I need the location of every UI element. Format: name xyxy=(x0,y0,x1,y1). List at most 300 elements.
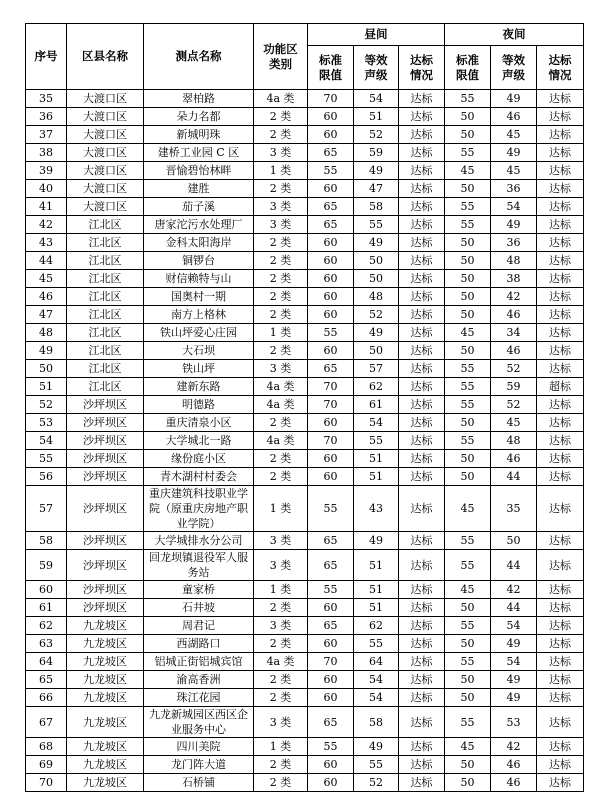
cell-night-status: 达标 xyxy=(537,707,584,738)
cell-day-status: 达标 xyxy=(399,617,445,635)
cell-day-status: 达标 xyxy=(399,288,445,306)
cell-zone: 2 类 xyxy=(254,671,308,689)
table-row xyxy=(26,198,584,216)
cell-site: 渝高香洲 xyxy=(144,671,254,689)
cell-night-level: 52 xyxy=(491,360,537,378)
cell-zone: 2 类 xyxy=(254,599,308,617)
cell-district: 大渡口区 xyxy=(67,180,144,198)
cell-no: 49 xyxy=(26,342,67,360)
cell-night-status: 达标 xyxy=(537,288,584,306)
cell-no: 55 xyxy=(26,450,67,468)
cell-night-level: 44 xyxy=(491,550,537,581)
cell-night-limit: 50 xyxy=(445,756,491,774)
cell-day-limit: 70 xyxy=(308,378,354,396)
cell-night-status: 达标 xyxy=(537,270,584,288)
cell-night-level: 46 xyxy=(491,756,537,774)
cell-night-limit: 55 xyxy=(445,396,491,414)
cell-day-level: 58 xyxy=(354,707,399,738)
cell-day-status: 达标 xyxy=(399,108,445,126)
cell-district: 江北区 xyxy=(67,306,144,324)
cell-day-status: 达标 xyxy=(399,756,445,774)
cell-zone: 4a 类 xyxy=(254,432,308,450)
cell-day-level: 55 xyxy=(354,756,399,774)
cell-day-limit: 60 xyxy=(308,414,354,432)
cell-night-status: 达标 xyxy=(537,216,584,234)
cell-night-level: 54 xyxy=(491,617,537,635)
cell-night-limit: 50 xyxy=(445,671,491,689)
cell-district: 江北区 xyxy=(67,234,144,252)
cell-night-status: 达标 xyxy=(537,689,584,707)
cell-no: 42 xyxy=(26,216,67,234)
cell-day-limit: 60 xyxy=(308,689,354,707)
cell-day-limit: 55 xyxy=(308,486,354,532)
cell-night-limit: 50 xyxy=(445,468,491,486)
cell-day-status: 达标 xyxy=(399,738,445,756)
cell-day-status: 达标 xyxy=(399,550,445,581)
cell-zone: 4a 类 xyxy=(254,90,308,108)
table-row xyxy=(26,532,584,550)
table-row xyxy=(26,432,584,450)
table-row xyxy=(26,414,584,432)
cell-day-status: 达标 xyxy=(399,126,445,144)
cell-district: 沙坪坝区 xyxy=(67,486,144,532)
cell-night-limit: 45 xyxy=(445,738,491,756)
cell-night-level: 49 xyxy=(491,216,537,234)
cell-night-limit: 55 xyxy=(445,90,491,108)
cell-site: 大学城北一路 xyxy=(144,432,254,450)
cell-site: 缘份庭小区 xyxy=(144,450,254,468)
table-row xyxy=(26,108,584,126)
cell-night-status: 达标 xyxy=(537,653,584,671)
cell-night-level: 49 xyxy=(491,671,537,689)
cell-night-status: 达标 xyxy=(537,180,584,198)
cell-day-level: 54 xyxy=(354,671,399,689)
cell-zone: 3 类 xyxy=(254,707,308,738)
cell-zone: 3 类 xyxy=(254,550,308,581)
cell-zone: 2 类 xyxy=(254,342,308,360)
table-body xyxy=(26,90,584,792)
cell-day-status: 达标 xyxy=(399,396,445,414)
cell-zone: 4a 类 xyxy=(254,653,308,671)
cell-day-status: 达标 xyxy=(399,432,445,450)
cell-night-level: 46 xyxy=(491,342,537,360)
cell-night-limit: 55 xyxy=(445,216,491,234)
cell-day-limit: 60 xyxy=(308,288,354,306)
cell-site: 铁山坪爱心庄园 xyxy=(144,324,254,342)
cell-no: 70 xyxy=(26,774,67,792)
cell-night-status: 达标 xyxy=(537,532,584,550)
cell-night-status: 达标 xyxy=(537,324,584,342)
cell-day-limit: 65 xyxy=(308,216,354,234)
table-row xyxy=(26,378,584,396)
cell-night-level: 53 xyxy=(491,707,537,738)
cell-night-limit: 50 xyxy=(445,126,491,144)
cell-day-limit: 65 xyxy=(308,707,354,738)
cell-night-limit: 50 xyxy=(445,450,491,468)
cell-night-status: 达标 xyxy=(537,617,584,635)
cell-day-limit: 60 xyxy=(308,306,354,324)
cell-night-status: 达标 xyxy=(537,756,584,774)
cell-night-limit: 55 xyxy=(445,532,491,550)
cell-night-level: 42 xyxy=(491,288,537,306)
cell-day-level: 50 xyxy=(354,342,399,360)
cell-day-status: 达标 xyxy=(399,671,445,689)
cell-night-status: 达标 xyxy=(537,738,584,756)
cell-site: 回龙坝镇退役军人服务站 xyxy=(144,550,254,581)
cell-zone: 2 类 xyxy=(254,774,308,792)
cell-day-limit: 55 xyxy=(308,581,354,599)
header-day-level: 等效声级 xyxy=(354,46,399,90)
cell-site: 新城明珠 xyxy=(144,126,254,144)
cell-day-status: 达标 xyxy=(399,599,445,617)
table-row xyxy=(26,180,584,198)
cell-site: 南方上格林 xyxy=(144,306,254,324)
table-row xyxy=(26,756,584,774)
cell-district: 九龙坡区 xyxy=(67,774,144,792)
cell-district: 九龙坡区 xyxy=(67,671,144,689)
cell-zone: 2 类 xyxy=(254,234,308,252)
cell-district: 九龙坡区 xyxy=(67,635,144,653)
cell-district: 沙坪坝区 xyxy=(67,599,144,617)
cell-site: 翠柏路 xyxy=(144,90,254,108)
table-row xyxy=(26,396,584,414)
cell-day-limit: 65 xyxy=(308,198,354,216)
cell-night-limit: 45 xyxy=(445,581,491,599)
cell-site: 明德路 xyxy=(144,396,254,414)
cell-day-status: 达标 xyxy=(399,360,445,378)
cell-day-limit: 60 xyxy=(308,270,354,288)
table-header xyxy=(26,24,584,90)
cell-night-status: 达标 xyxy=(537,252,584,270)
cell-day-level: 49 xyxy=(354,738,399,756)
cell-night-limit: 50 xyxy=(445,234,491,252)
cell-day-limit: 55 xyxy=(308,162,354,180)
cell-night-limit: 50 xyxy=(445,599,491,617)
cell-night-status: 达标 xyxy=(537,234,584,252)
cell-day-level: 52 xyxy=(354,774,399,792)
cell-night-level: 42 xyxy=(491,738,537,756)
table-row xyxy=(26,90,584,108)
cell-day-limit: 55 xyxy=(308,324,354,342)
header-day-limit: 标准限值 xyxy=(308,46,354,90)
cell-district: 沙坪坝区 xyxy=(67,532,144,550)
cell-no: 40 xyxy=(26,180,67,198)
cell-day-limit: 60 xyxy=(308,252,354,270)
cell-day-level: 57 xyxy=(354,360,399,378)
cell-district: 大渡口区 xyxy=(67,90,144,108)
cell-day-level: 49 xyxy=(354,162,399,180)
cell-district: 沙坪坝区 xyxy=(67,432,144,450)
cell-day-status: 达标 xyxy=(399,144,445,162)
cell-zone: 2 类 xyxy=(254,414,308,432)
table-row xyxy=(26,144,584,162)
header-zone: 功能区类别 xyxy=(254,24,308,90)
cell-night-limit: 55 xyxy=(445,198,491,216)
cell-zone: 3 类 xyxy=(254,360,308,378)
cell-district: 大渡口区 xyxy=(67,144,144,162)
cell-day-level: 47 xyxy=(354,180,399,198)
cell-day-limit: 65 xyxy=(308,360,354,378)
cell-night-limit: 50 xyxy=(445,108,491,126)
cell-night-status: 达标 xyxy=(537,774,584,792)
cell-night-limit: 50 xyxy=(445,774,491,792)
cell-day-status: 达标 xyxy=(399,486,445,532)
cell-night-status: 达标 xyxy=(537,360,584,378)
cell-site: 茄子溪 xyxy=(144,198,254,216)
cell-district: 沙坪坝区 xyxy=(67,468,144,486)
cell-night-status: 达标 xyxy=(537,550,584,581)
cell-night-level: 48 xyxy=(491,252,537,270)
cell-zone: 2 类 xyxy=(254,252,308,270)
cell-day-level: 51 xyxy=(354,468,399,486)
cell-zone: 1 类 xyxy=(254,738,308,756)
cell-night-level: 48 xyxy=(491,432,537,450)
cell-night-limit: 55 xyxy=(445,617,491,635)
cell-zone: 3 类 xyxy=(254,144,308,162)
cell-district: 大渡口区 xyxy=(67,162,144,180)
header-day-status: 达标情况 xyxy=(399,46,445,90)
cell-day-limit: 65 xyxy=(308,550,354,581)
cell-day-level: 58 xyxy=(354,198,399,216)
cell-night-limit: 50 xyxy=(445,635,491,653)
cell-day-limit: 70 xyxy=(308,432,354,450)
cell-day-level: 61 xyxy=(354,396,399,414)
table-row xyxy=(26,581,584,599)
cell-district: 沙坪坝区 xyxy=(67,396,144,414)
table-row xyxy=(26,738,584,756)
cell-no: 67 xyxy=(26,707,67,738)
cell-day-status: 达标 xyxy=(399,342,445,360)
cell-night-limit: 55 xyxy=(445,707,491,738)
cell-day-limit: 60 xyxy=(308,450,354,468)
cell-zone: 2 类 xyxy=(254,756,308,774)
table-row xyxy=(26,306,584,324)
cell-night-status: 达标 xyxy=(537,342,584,360)
cell-day-level: 54 xyxy=(354,414,399,432)
header-night-level: 等效声级 xyxy=(491,46,537,90)
cell-day-level: 48 xyxy=(354,288,399,306)
cell-day-limit: 70 xyxy=(308,653,354,671)
cell-night-status: 达标 xyxy=(537,486,584,532)
cell-site: 重庆建筑科技职业学院（原重庆房地产职业学院） xyxy=(144,486,254,532)
cell-site: 国奥村一期 xyxy=(144,288,254,306)
cell-day-limit: 60 xyxy=(308,756,354,774)
cell-day-limit: 60 xyxy=(308,234,354,252)
cell-night-limit: 55 xyxy=(445,432,491,450)
cell-day-limit: 65 xyxy=(308,532,354,550)
cell-district: 九龙坡区 xyxy=(67,653,144,671)
noise-monitoring-table xyxy=(25,23,584,792)
cell-site: 建胜 xyxy=(144,180,254,198)
cell-night-limit: 55 xyxy=(445,653,491,671)
cell-zone: 2 类 xyxy=(254,306,308,324)
cell-day-limit: 65 xyxy=(308,144,354,162)
cell-day-status: 达标 xyxy=(399,90,445,108)
cell-night-level: 49 xyxy=(491,144,537,162)
cell-night-level: 54 xyxy=(491,653,537,671)
cell-day-level: 55 xyxy=(354,432,399,450)
table-row xyxy=(26,288,584,306)
cell-district: 江北区 xyxy=(67,288,144,306)
cell-no: 63 xyxy=(26,635,67,653)
cell-no: 59 xyxy=(26,550,67,581)
cell-no: 35 xyxy=(26,90,67,108)
cell-night-limit: 50 xyxy=(445,689,491,707)
cell-district: 九龙坡区 xyxy=(67,617,144,635)
cell-night-level: 46 xyxy=(491,306,537,324)
cell-day-level: 51 xyxy=(354,550,399,581)
cell-day-level: 43 xyxy=(354,486,399,532)
cell-night-status: 达标 xyxy=(537,581,584,599)
cell-site: 建新东路 xyxy=(144,378,254,396)
cell-night-level: 49 xyxy=(491,689,537,707)
cell-day-level: 55 xyxy=(354,635,399,653)
cell-no: 56 xyxy=(26,468,67,486)
cell-night-level: 46 xyxy=(491,108,537,126)
cell-night-level: 44 xyxy=(491,599,537,617)
cell-no: 47 xyxy=(26,306,67,324)
cell-no: 52 xyxy=(26,396,67,414)
cell-day-limit: 60 xyxy=(308,126,354,144)
cell-day-level: 51 xyxy=(354,599,399,617)
cell-night-limit: 55 xyxy=(445,378,491,396)
cell-no: 57 xyxy=(26,486,67,532)
cell-no: 36 xyxy=(26,108,67,126)
cell-district: 九龙坡区 xyxy=(67,738,144,756)
table-row xyxy=(26,468,584,486)
cell-site: 铁山坪 xyxy=(144,360,254,378)
cell-night-limit: 50 xyxy=(445,180,491,198)
cell-night-level: 49 xyxy=(491,635,537,653)
header-district: 区县名称 xyxy=(67,24,144,90)
cell-night-level: 49 xyxy=(491,90,537,108)
cell-night-status: 达标 xyxy=(537,90,584,108)
cell-day-limit: 60 xyxy=(308,671,354,689)
cell-night-level: 52 xyxy=(491,396,537,414)
cell-night-level: 44 xyxy=(491,468,537,486)
cell-no: 69 xyxy=(26,756,67,774)
cell-zone: 4a 类 xyxy=(254,378,308,396)
cell-day-level: 54 xyxy=(354,689,399,707)
cell-day-status: 达标 xyxy=(399,198,445,216)
cell-zone: 2 类 xyxy=(254,270,308,288)
cell-day-status: 达标 xyxy=(399,774,445,792)
cell-site: 财信赖特与山 xyxy=(144,270,254,288)
cell-day-status: 达标 xyxy=(399,234,445,252)
cell-night-status: 达标 xyxy=(537,144,584,162)
cell-day-limit: 60 xyxy=(308,468,354,486)
cell-day-level: 49 xyxy=(354,234,399,252)
cell-no: 58 xyxy=(26,532,67,550)
cell-day-limit: 60 xyxy=(308,635,354,653)
table-row xyxy=(26,671,584,689)
table-row xyxy=(26,252,584,270)
cell-night-limit: 50 xyxy=(445,414,491,432)
cell-no: 37 xyxy=(26,126,67,144)
cell-day-level: 49 xyxy=(354,532,399,550)
cell-site: 金科太阳海岸 xyxy=(144,234,254,252)
cell-day-limit: 60 xyxy=(308,342,354,360)
table-row xyxy=(26,450,584,468)
cell-night-limit: 50 xyxy=(445,288,491,306)
cell-night-status: 达标 xyxy=(537,671,584,689)
cell-day-level: 50 xyxy=(354,252,399,270)
cell-site: 龙门阵大道 xyxy=(144,756,254,774)
cell-day-limit: 70 xyxy=(308,90,354,108)
header-daytime-group: 昼间 xyxy=(308,24,445,46)
cell-district: 九龙坡区 xyxy=(67,689,144,707)
cell-zone: 3 类 xyxy=(254,198,308,216)
header-serial: 序号 xyxy=(26,24,67,90)
cell-site: 唐家沱污水处理厂 xyxy=(144,216,254,234)
cell-site: 青木湖村村委会 xyxy=(144,468,254,486)
cell-night-status: 达标 xyxy=(537,414,584,432)
cell-night-level: 46 xyxy=(491,774,537,792)
cell-night-level: 45 xyxy=(491,414,537,432)
cell-zone: 2 类 xyxy=(254,450,308,468)
cell-no: 44 xyxy=(26,252,67,270)
table-row xyxy=(26,324,584,342)
table-row xyxy=(26,599,584,617)
cell-district: 江北区 xyxy=(67,216,144,234)
cell-day-level: 50 xyxy=(354,270,399,288)
cell-day-level: 55 xyxy=(354,216,399,234)
cell-night-status: 达标 xyxy=(537,396,584,414)
table-row xyxy=(26,774,584,792)
cell-no: 61 xyxy=(26,599,67,617)
cell-day-limit: 60 xyxy=(308,108,354,126)
cell-district: 沙坪坝区 xyxy=(67,414,144,432)
cell-no: 53 xyxy=(26,414,67,432)
cell-night-limit: 50 xyxy=(445,306,491,324)
table-row xyxy=(26,126,584,144)
cell-night-limit: 45 xyxy=(445,324,491,342)
cell-night-level: 34 xyxy=(491,324,537,342)
cell-night-level: 45 xyxy=(491,162,537,180)
header-night-status: 达标情况 xyxy=(537,46,584,90)
cell-day-status: 达标 xyxy=(399,216,445,234)
cell-zone: 2 类 xyxy=(254,108,308,126)
cell-night-status: 达标 xyxy=(537,198,584,216)
cell-night-level: 36 xyxy=(491,180,537,198)
cell-zone: 2 类 xyxy=(254,635,308,653)
cell-site: 大学城排水分公司 xyxy=(144,532,254,550)
cell-site: 建桥工业园 C 区 xyxy=(144,144,254,162)
cell-no: 68 xyxy=(26,738,67,756)
cell-no: 66 xyxy=(26,689,67,707)
table-row xyxy=(26,234,584,252)
cell-night-status: 达标 xyxy=(537,162,584,180)
cell-day-limit: 65 xyxy=(308,617,354,635)
cell-night-limit: 55 xyxy=(445,144,491,162)
cell-day-level: 52 xyxy=(354,306,399,324)
cell-night-limit: 50 xyxy=(445,270,491,288)
cell-night-status: 达标 xyxy=(537,468,584,486)
cell-day-limit: 60 xyxy=(308,774,354,792)
cell-zone: 1 类 xyxy=(254,324,308,342)
cell-zone: 2 类 xyxy=(254,468,308,486)
cell-night-level: 46 xyxy=(491,450,537,468)
cell-day-limit: 55 xyxy=(308,738,354,756)
cell-no: 65 xyxy=(26,671,67,689)
cell-zone: 1 类 xyxy=(254,162,308,180)
cell-no: 46 xyxy=(26,288,67,306)
cell-night-level: 38 xyxy=(491,270,537,288)
cell-day-status: 达标 xyxy=(399,635,445,653)
cell-no: 62 xyxy=(26,617,67,635)
cell-night-level: 35 xyxy=(491,486,537,532)
cell-day-level: 51 xyxy=(354,108,399,126)
